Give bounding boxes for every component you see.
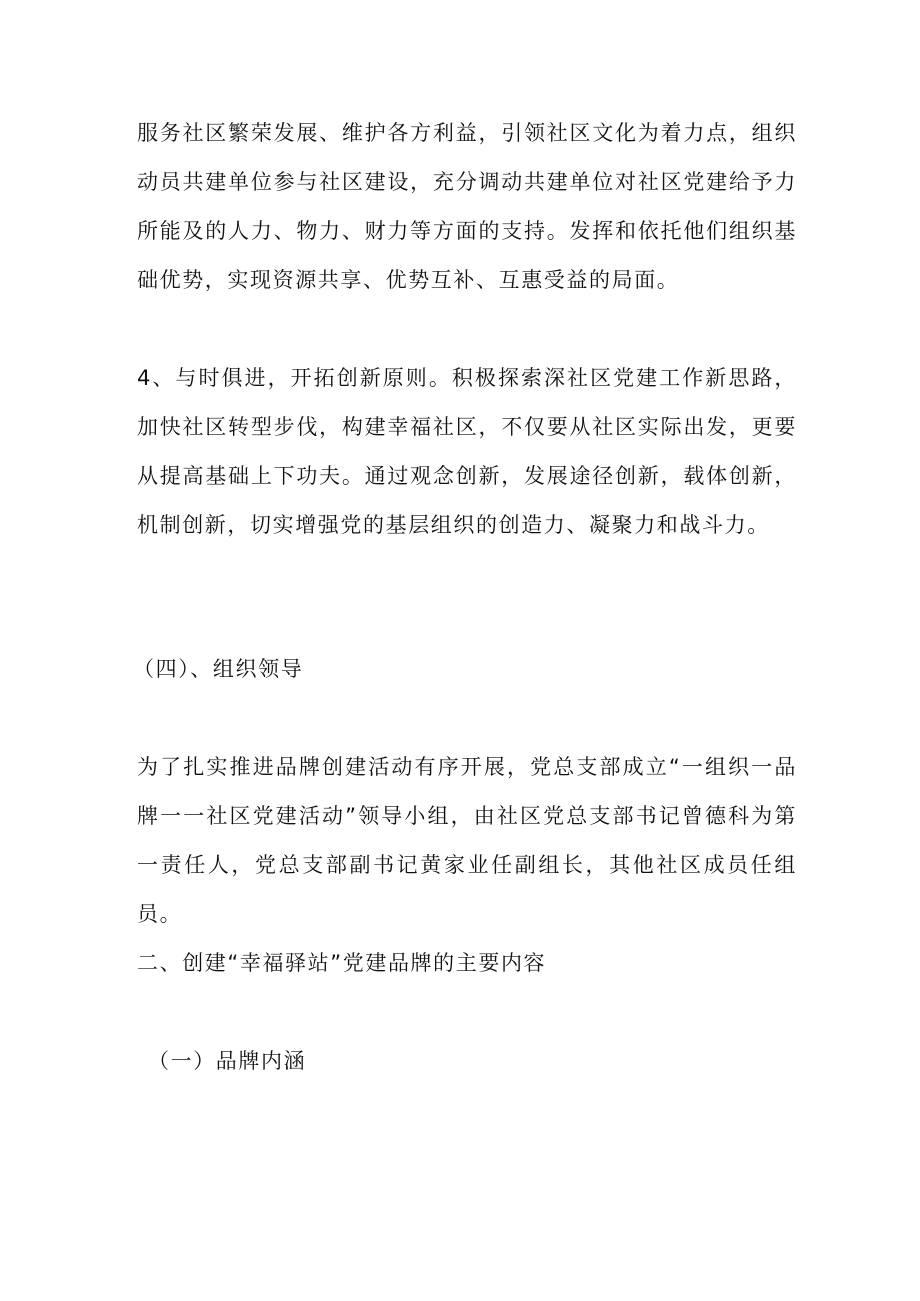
heading-organization-leadership: （四）、组织领导 <box>133 657 304 681</box>
paragraph-support: 服务社区繁荣发展、维护各方利益，引领社区文化为着力点，组织动员共建单位参与社区建设，充分调动共建单位对社区党建给予力所能及的人力、物力、财力等方面的支持。发挥和依托他们组织基础优势，实现资源共享、优势互补、互惠受益的局面。 <box>137 121 797 292</box>
heading-brand-connotation: （一）品牌内涵 <box>148 1049 307 1073</box>
paragraph-leadership-group: 为了扎实推进品牌创建活动有序开展，党总支部成立“一组织一品牌一一社区党建活动”领导小组，由社区党总支部书记曾德科为第一责任人，党总支部副书记黄家业任副组长，其他社区成员任组员。 <box>137 755 797 926</box>
heading-main-content: 二、创建“幸福驿站”党建品牌的主要内容 <box>137 951 547 975</box>
paragraph-principle-4: 4、与时俱进，开拓创新原则。积极探索深社区党建工作新思路，加快社区转型步伐，构建幸福社区，不仅要从社区实际出发，更要从提高基础上下功夫。通过观念创新，发展途径创新，载体创新，机制创新，切实增强党的基层组织的创造力、凝聚力和战斗力。 <box>137 366 797 537</box>
